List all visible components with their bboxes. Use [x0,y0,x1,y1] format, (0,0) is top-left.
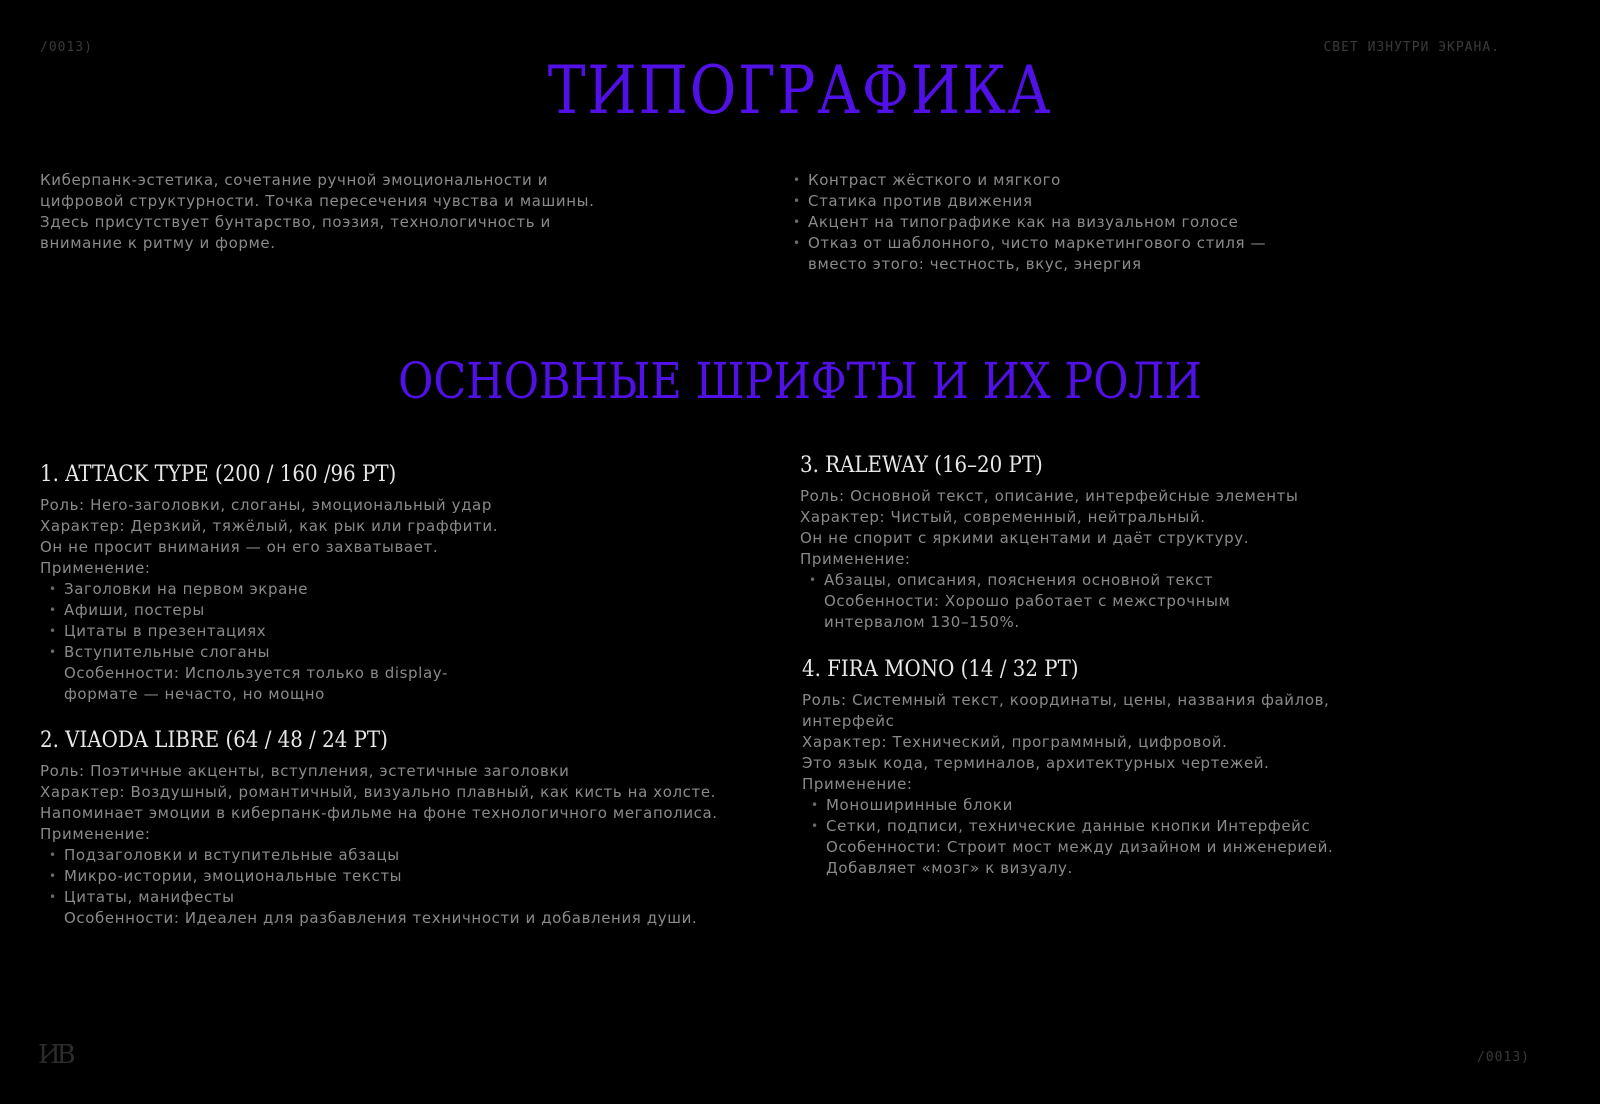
list-item: • Статика против движения [808,191,1328,212]
list-item: • Акцент на типографике как на визуальном голосе [808,212,1328,233]
description-line: Роль: Поэтичные акценты, вступления, эстетичные заголовки [40,762,570,780]
description-line: Он не просит внимания — он его захватывает. [40,538,439,556]
font-block-fira-mono [802,657,1562,879]
font-description [802,690,1562,879]
intro-paragraph [40,170,640,254]
note-line: Особенности: Строит мост между дизайном и инженерией. [826,838,1334,856]
note-line: Особенности: Используется только в display- [64,664,448,682]
section-title: ОСНОВНЫЕ ШРИФТЫ И ИХ РОЛИ [398,352,1202,410]
list-item: • Отказ от шаблонного, чисто маркетингового стиля — вместо этого: честность, вкус, энергия [808,233,1328,275]
font-description [40,495,760,705]
description-line: интерфейс [802,712,895,730]
list-item: • Заголовки на первом экране [64,579,760,600]
note-line: Особенности: Хорошо работает с межстрочным [824,592,1231,610]
description-line: Роль: Hero-заголовки, слоганы, эмоциональный удар [40,496,492,514]
usage-list [40,845,780,908]
description-line: Применение: [40,559,151,577]
description-line: Роль: Системный текст, координаты, цены, названия файлов, [802,691,1330,709]
note-line: интервалом 130–150%. [824,613,1020,631]
description-line: Роль: Основной текст, описание, интерфейсные элементы [800,487,1299,505]
list-item: • Микро-истории, эмоциональные тексты [64,866,780,887]
description-line: Характер: Технический, программный, цифровой. [802,733,1228,751]
feature-note [40,908,780,929]
intro-line: Киберпанк-эстетика, сочетание ручной эмоциональности и [40,171,549,189]
note-line: Добавляет «мозг» к визуалу. [826,859,1073,877]
list-item: • Афиши, постеры [64,600,760,621]
usage-list [800,570,1560,591]
feature-note [802,837,1562,879]
description-line: Характер: Дерзкий, тяжёлый, как рык или граффити. [40,517,499,535]
font-description [40,761,780,929]
font-description [800,486,1560,633]
intro-line: цифровой структурности. Точка пересечения чувства и машины. [40,192,595,210]
usage-list [40,579,760,663]
description-line: Он не спорит с яркими акцентами и даёт структуру. [800,529,1250,547]
intro-line: Здесь присутствует бунтарство, поэзия, технологичность и [40,213,551,231]
description-line: Применение: [802,775,913,793]
font-block-viaoda-libre [40,728,780,929]
font-block-attack-type [40,462,760,705]
usage-list [802,795,1562,837]
list-item: • Подзаголовки и вступительные абзацы [64,845,780,866]
note-line: Особенности: Идеален для разбавления техничности и добавления души. [64,909,698,927]
note-line: формате — нечасто, но мощно [64,685,325,703]
feature-note [40,663,760,705]
page-number-top: /0013) [40,40,93,55]
description-line: Применение: [40,825,151,843]
list-item: • Цитаты в презентациях [64,621,760,642]
description-line: Применение: [800,550,911,568]
list-item: • Абзацы, описания, пояснения основной текст [824,570,1560,591]
description-line: Напоминает эмоции в киберпанк-фильме на фоне технологичного мегаполиса. [40,804,718,822]
page-title: ТИПОГРАФИКА [547,52,1053,129]
font-heading: 3. RALEWAY (16–20 PT) [800,453,1043,478]
page-number-bottom: /0013) [1477,1050,1530,1065]
description-line: Характер: Чистый, современный, нейтральный. [800,508,1206,526]
font-heading: 1. ATTACK TYPE (200 / 160 /96 PT) [40,462,397,487]
intro-line: внимание к ритму и форме. [40,234,276,252]
list-item: • Моноширинные блоки [826,795,1562,816]
intro-bullet-list [808,170,1328,275]
font-block-raleway [800,453,1560,633]
tagline: СВЕТ ИЗНУТРИ ЭКРАНА. [1323,40,1500,55]
list-item: • Контраст жёсткого и мягкого [808,170,1328,191]
brand-logo: ИВ [38,1040,72,1070]
description-line: Характер: Воздушный, романтичный, визуально плавный, как кисть на холсте. [40,783,717,801]
font-heading: 4. FIRA MONO (14 / 32 PT) [802,657,1079,682]
list-item: • Сетки, подписи, технические данные кнопки Интерфейс [826,816,1562,837]
list-item: • Вступительные слоганы [64,642,760,663]
feature-note [800,591,1560,633]
description-line: Это язык кода, терминалов, архитектурных чертежей. [802,754,1270,772]
list-item: • Цитаты, манифесты [64,887,780,908]
font-heading: 2. VIAODA LIBRE (64 / 48 / 24 PT) [40,728,388,753]
